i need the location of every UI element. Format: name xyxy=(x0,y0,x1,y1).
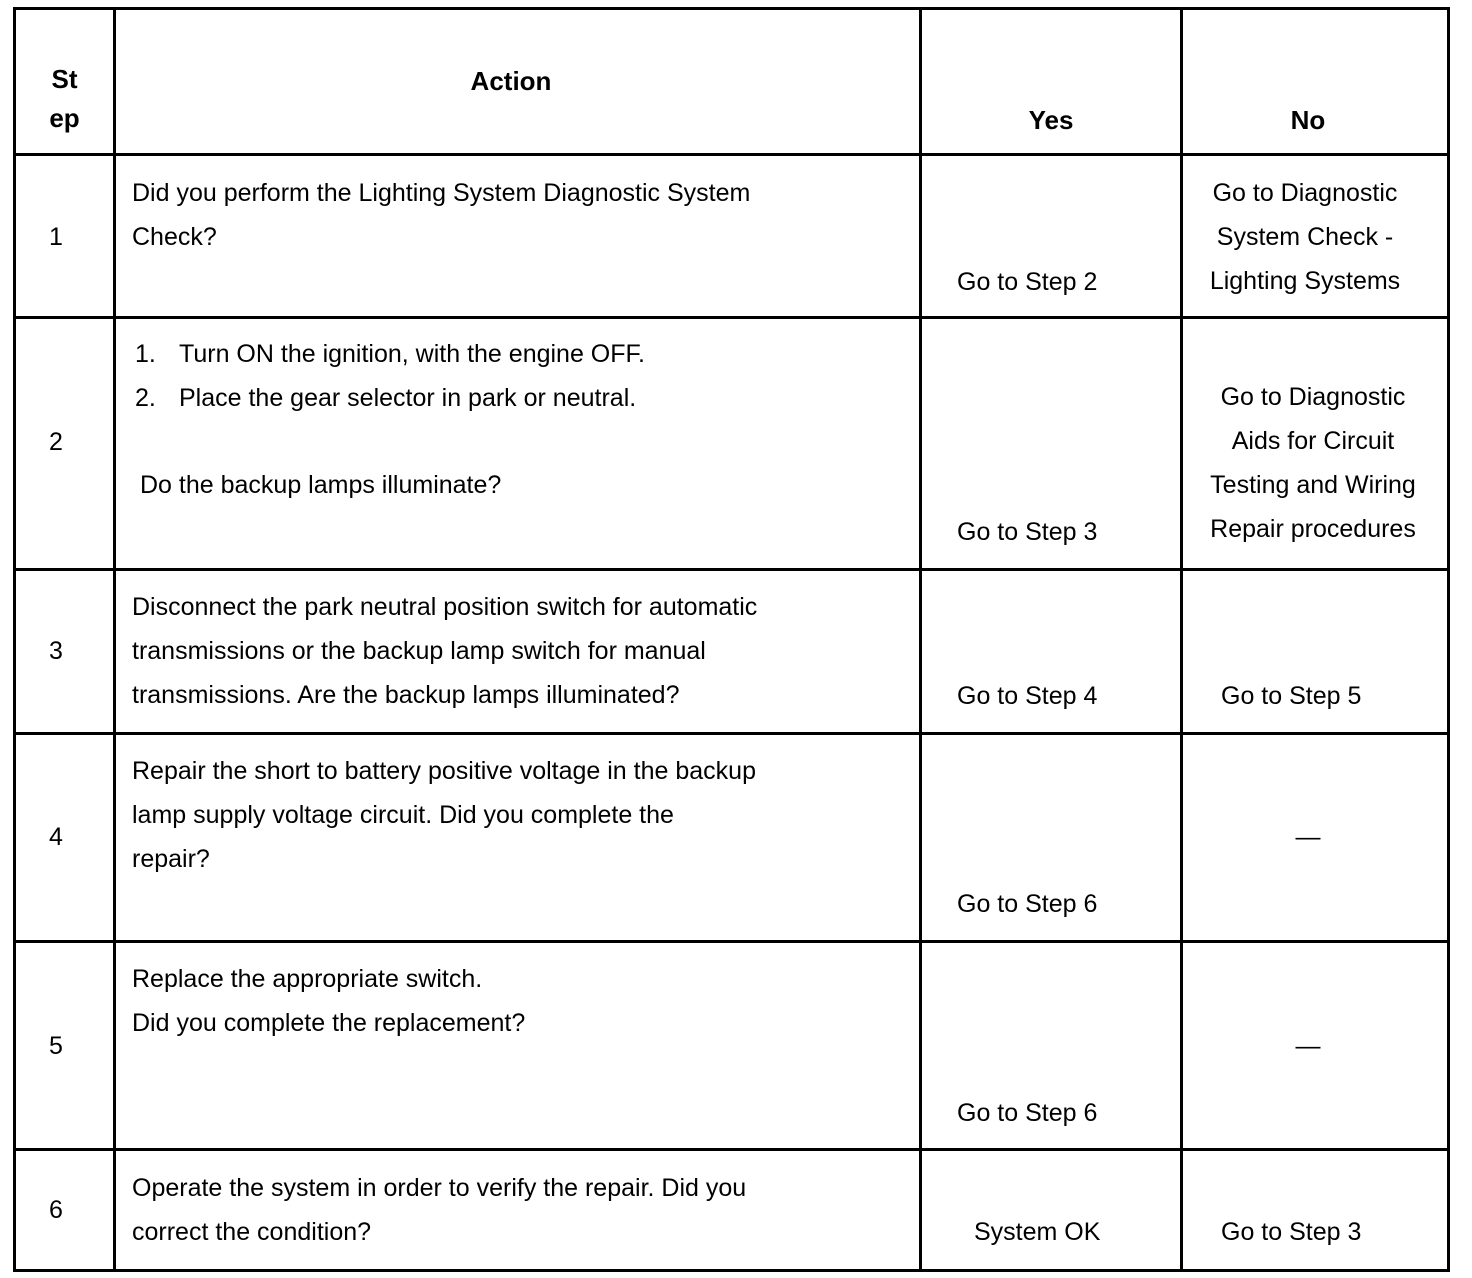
action-question: Do the backup lamps illuminate? xyxy=(140,471,502,499)
no-line: Go to Diagnostic xyxy=(1220,383,1406,411)
step-number: 5 xyxy=(49,1032,63,1060)
header-no: No xyxy=(1290,105,1326,135)
action-line: repair? xyxy=(132,845,210,873)
step-number: 2 xyxy=(49,428,63,456)
step-number: 4 xyxy=(49,823,63,851)
yes-result: Go to Step 4 xyxy=(957,682,1098,710)
no-result: — xyxy=(1295,823,1321,851)
header-step xyxy=(16,60,113,138)
yes-result: System OK xyxy=(974,1218,1101,1246)
step-number: 1 xyxy=(49,223,63,251)
action-line: Did you complete the replacement? xyxy=(132,1009,526,1037)
action-line: Replace the appropriate switch. xyxy=(132,965,483,993)
grid-line xyxy=(13,732,1450,735)
no-result xyxy=(1188,375,1438,551)
yes-result: Go to Step 6 xyxy=(957,1099,1098,1127)
yes-result: Go to Step 3 xyxy=(957,518,1098,546)
action-line: Repair the short to battery positive voltage in the backup xyxy=(132,757,756,785)
grid-line xyxy=(1447,7,1450,1272)
grid-line xyxy=(13,940,1450,943)
yes-result: Go to Step 6 xyxy=(957,890,1098,918)
grid-line xyxy=(13,1269,1450,1272)
no-line: Lighting Systems xyxy=(1209,267,1401,295)
no-line: Aids for Circuit xyxy=(1231,427,1395,455)
no-result: — xyxy=(1295,1032,1321,1060)
action-text xyxy=(132,171,750,259)
grid-line xyxy=(13,316,1450,319)
action-line: Check? xyxy=(132,223,217,251)
no-line: Repair procedures xyxy=(1210,515,1416,543)
header-yes: Yes xyxy=(1028,105,1074,135)
header-step-line: ep xyxy=(49,103,80,133)
grid-line xyxy=(13,7,1450,10)
no-result xyxy=(1183,171,1427,303)
action-list-item xyxy=(135,332,645,376)
action-text xyxy=(132,585,757,717)
action-line: lamp supply voltage circuit. Did you complete the xyxy=(132,801,674,829)
list-text: Place the gear selector in park or neutral. xyxy=(179,384,637,412)
diagnostic-table xyxy=(13,7,1452,1272)
grid-line xyxy=(113,7,116,1272)
no-result: Go to Step 5 xyxy=(1221,682,1362,710)
list-number: 1. xyxy=(135,340,156,368)
action-line: transmissions or the backup lamp switch for manual xyxy=(132,637,706,665)
grid-line xyxy=(919,7,922,1272)
no-line: System Check - xyxy=(1216,223,1394,251)
no-line: Go to Diagnostic xyxy=(1212,179,1398,207)
action-line: Operate the system in order to verify the repair. Did you xyxy=(132,1174,747,1202)
no-line: Testing and Wiring xyxy=(1210,471,1416,499)
grid-line xyxy=(13,153,1450,156)
action-text xyxy=(132,957,525,1045)
action-line: Disconnect the park neutral position switch for automatic xyxy=(132,593,758,621)
action-line: Did you perform the Lighting System Diagnostic System xyxy=(132,179,751,207)
action-line: transmissions. Are the backup lamps illuminated? xyxy=(132,681,680,709)
action-list-item xyxy=(135,376,645,420)
yes-result: Go to Step 2 xyxy=(957,268,1098,296)
list-text: Turn ON the ignition, with the engine OFF. xyxy=(179,340,645,368)
header-step-line: St xyxy=(51,64,78,94)
action-line: correct the condition? xyxy=(132,1218,372,1246)
action-text xyxy=(132,749,756,881)
no-result: Go to Step 3 xyxy=(1221,1218,1362,1246)
step-number: 6 xyxy=(49,1196,63,1224)
action-text xyxy=(132,1166,746,1254)
list-number: 2. xyxy=(135,384,156,412)
step-number: 3 xyxy=(49,637,63,665)
grid-line xyxy=(13,1148,1450,1151)
action-text xyxy=(135,332,645,420)
grid-line xyxy=(13,568,1450,571)
header-action: Action xyxy=(470,66,552,96)
